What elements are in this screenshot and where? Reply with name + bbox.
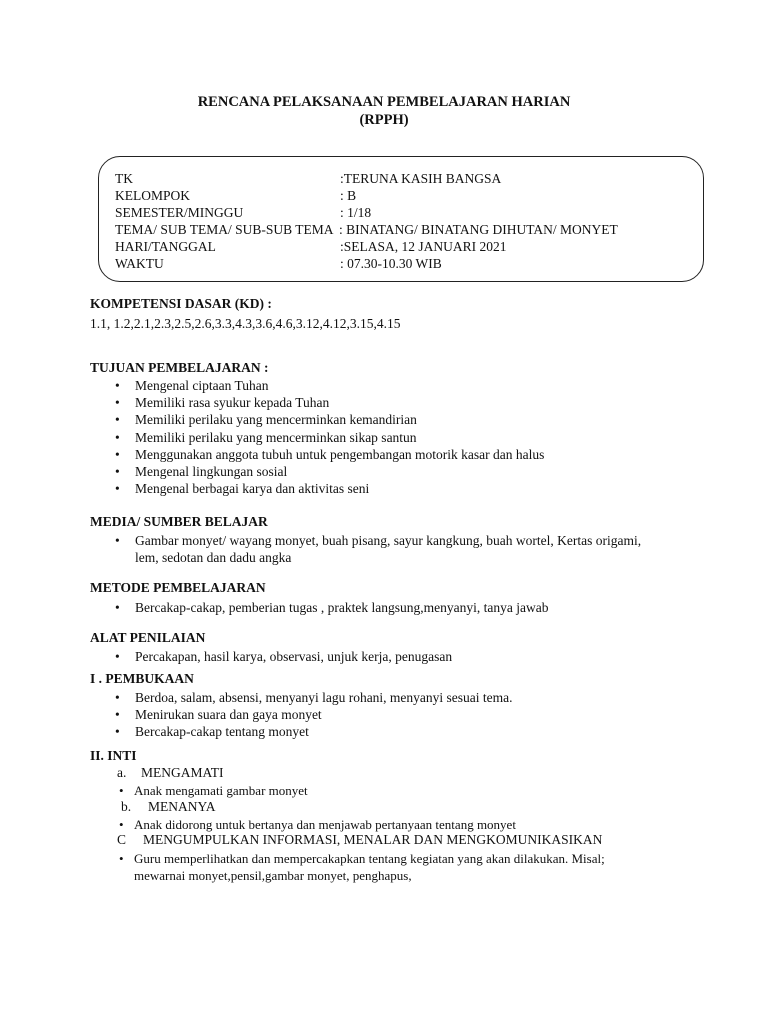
pembukaan-list xyxy=(115,689,513,741)
step-marker: C xyxy=(117,832,127,847)
identity-value: :SELASA, 12 JANUARI 2021 xyxy=(340,239,507,254)
identity-value: : BINATANG/ BINATANG DIHUTAN/ MONYET xyxy=(339,222,618,237)
media-line-2: lem, sedotan dan dadu angka xyxy=(135,550,292,566)
kd-heading: KOMPETENSI DASAR (KD) : xyxy=(90,296,272,311)
list-item: • Mengenal lingkungan sosial xyxy=(115,463,544,480)
step-marker: a. xyxy=(117,765,127,780)
media-list xyxy=(115,532,641,566)
alat-list xyxy=(115,648,452,665)
document-title: RENCANA PELAKSANAAN PEMBELAJARAN HARIAN xyxy=(197,94,571,110)
inti-item-a: • Anak mengamati gambar monyet xyxy=(134,782,308,799)
list-item: • Bercakap-cakap, pemberian tugas , praktek langsung,menyanyi, tanya jawab xyxy=(115,599,548,616)
identity-box xyxy=(98,156,704,282)
step-marker: b. xyxy=(121,799,132,814)
list-item: • Mengenal berbagai karya dan aktivitas seni xyxy=(115,480,544,497)
identity-value: :TERUNA KASIH BANGSA xyxy=(340,171,502,186)
identity-label: TEMA/ SUB TEMA/ SUB-SUB TEMA xyxy=(115,222,334,237)
list-item: • Memiliki perilaku yang mencerminkan sikap santun xyxy=(115,429,544,446)
list-item: • Memiliki rasa syukur kepada Tuhan xyxy=(115,394,544,411)
identity-label: KELOMPOK xyxy=(115,188,191,203)
pembukaan-heading: I . PEMBUKAAN xyxy=(90,671,194,686)
media-line-1: Gambar monyet/ wayang monyet, buah pisang, sayur kangkung, buah wortel, Kertas origami, xyxy=(135,533,642,548)
identity-value: : 07.30-10.30 WIB xyxy=(340,256,442,271)
tujuan-list xyxy=(115,377,544,497)
list-item: • Bercakap-cakap tentang monyet xyxy=(115,723,513,740)
media-heading: MEDIA/ SUMBER BELAJAR xyxy=(90,514,268,529)
metode-heading: METODE PEMBELAJARAN xyxy=(90,580,266,595)
inti-item-c-line-1: Guru memperlihatkan dan mempercakapkan tentang kegiatan yang akan dilakukan. Misal; xyxy=(134,851,605,866)
identity-label: TK xyxy=(115,171,133,186)
inti-heading: II. INTI xyxy=(90,748,137,763)
identity-value: : 1/18 xyxy=(340,205,372,220)
inti-item-c xyxy=(134,850,694,884)
list-item: • Mengenal ciptaan Tuhan xyxy=(115,377,544,394)
step-label: MENGAMATI xyxy=(141,765,224,780)
inti-item-c-line-2: mewarnai monyet,pensil,gambar monyet, penghapus, xyxy=(134,868,412,883)
list-item: • Menirukan suara dan gaya monyet xyxy=(115,706,513,723)
list-item: • Berdoa, salam, absensi, menyanyi lagu rohani, menyanyi sesuai tema. xyxy=(115,689,513,706)
kd-text: 1.1, 1.2,2.1,2.3,2.5,2.6,3.3,4.3,3.6,4.6,3.12,4.12,3.15,4.15 xyxy=(90,316,401,331)
identity-label: HARI/TANGGAL xyxy=(115,239,216,254)
identity-label: SEMESTER/MINGGU xyxy=(115,205,244,220)
identity-value: : B xyxy=(340,188,357,203)
alat-heading: ALAT PENILAIAN xyxy=(90,630,206,645)
list-item xyxy=(115,532,641,566)
list-item: • Memiliki perilaku yang mencerminkan kemandirian xyxy=(115,411,544,428)
step-label: MENANYA xyxy=(148,799,216,814)
list-item: • Menggunakan anggota tubuh untuk pengembangan motorik kasar dan halus xyxy=(115,446,544,463)
document-subtitle: (RPPH) xyxy=(359,112,409,128)
step-label: MENGUMPULKAN INFORMASI, MENALAR DAN MENGKOMUNIKASIKAN xyxy=(143,832,603,847)
tujuan-heading: TUJUAN PEMBELAJARAN : xyxy=(90,360,269,375)
identity-label: WAKTU xyxy=(115,256,164,271)
metode-list xyxy=(115,599,548,616)
list-item: • Percakapan, hasil karya, observasi, unjuk kerja, penugasan xyxy=(115,648,452,665)
inti-item-b: • Anak didorong untuk bertanya dan menjawab pertanyaan tentang monyet xyxy=(134,816,516,833)
